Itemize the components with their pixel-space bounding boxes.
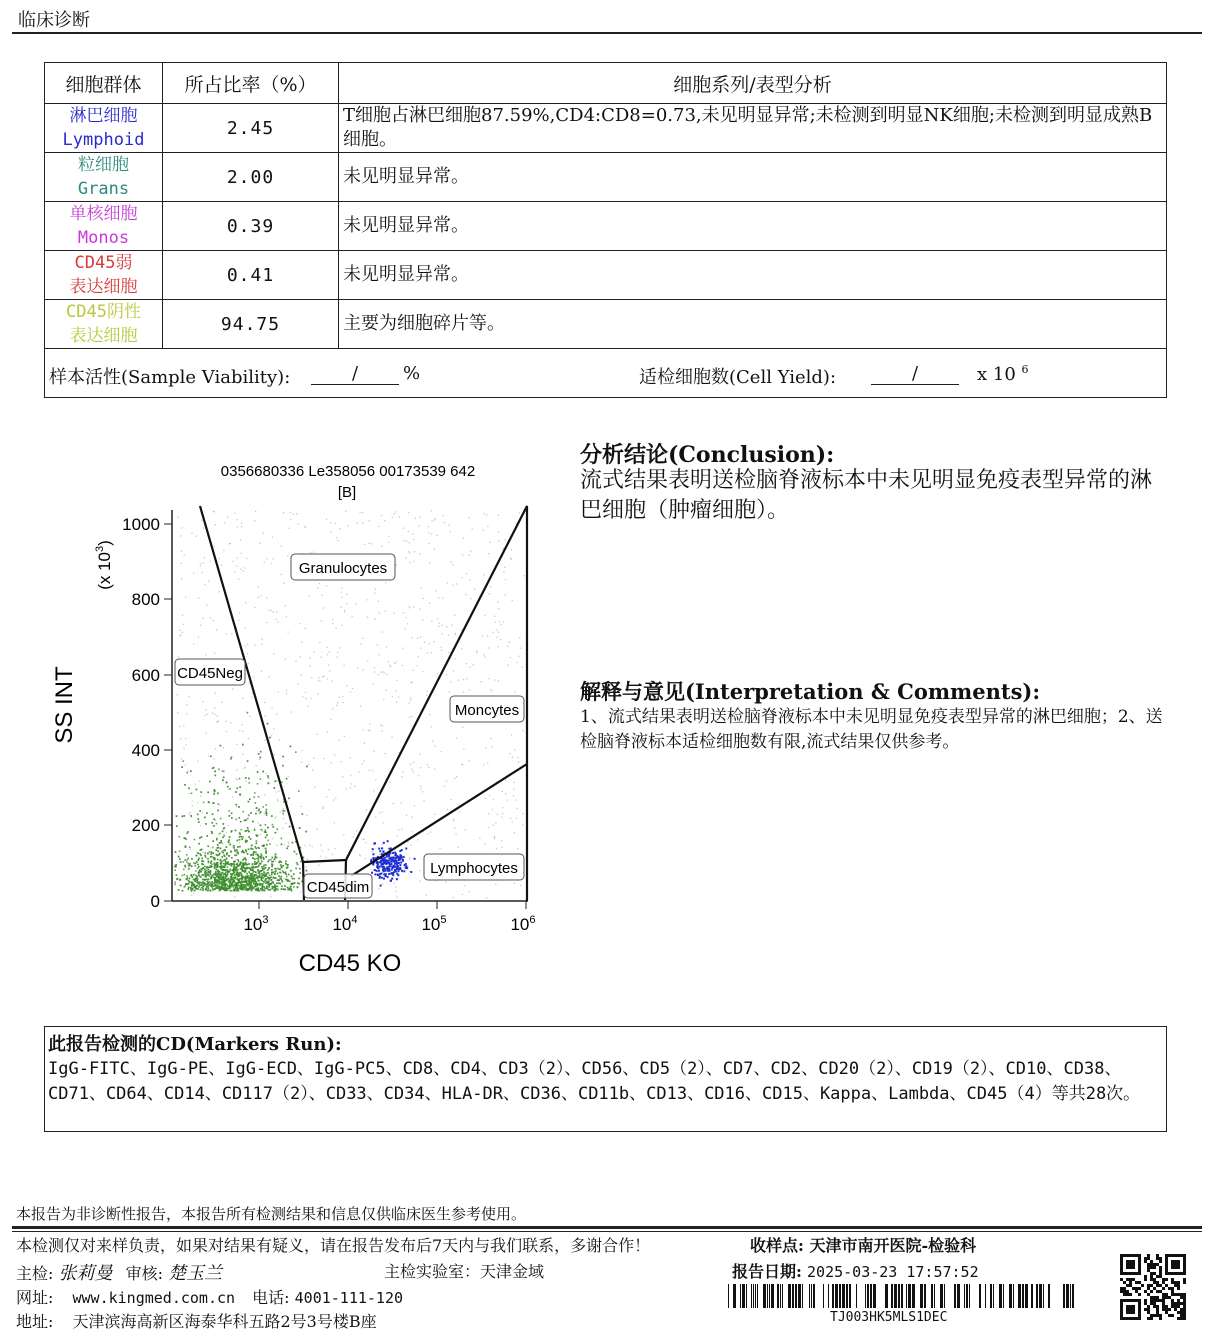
percentage-value: 94.75 (163, 300, 339, 349)
footer-disclaimer: 本检测仅对来样负责，如果对结果有疑义，请在报告发布后7天内与我们联系，多谢合作！ (16, 1236, 651, 1255)
viability-unit: % (403, 363, 421, 384)
population-name-cn: 淋巴细胞 (69, 106, 138, 126)
plot-title-line1: 0356680336 Le358056 00173539 642 (220, 463, 476, 480)
viability-value: / (311, 363, 399, 385)
interpretation-title: 解释与意见(Interpretation & Comments): (580, 679, 1041, 704)
markers-title: 此报告检测的CD(Markers Run): (48, 1034, 342, 1055)
population-name-en: Grans (77, 179, 130, 199)
population-cell (45, 251, 163, 300)
qr-code-icon (1120, 1254, 1186, 1320)
percentage-value: 2.45 (163, 104, 339, 153)
footer-divider-thin (12, 1231, 1202, 1232)
viability-row (45, 349, 1167, 398)
plot-title-line2: [B] (337, 484, 357, 501)
barcode-icon (728, 1284, 1076, 1308)
y-axis-label: SS INT (51, 666, 78, 744)
table-row (45, 153, 1167, 202)
phenotype-description: T细胞占淋巴细胞87.59%,CD4:CD8=0.73,未见明显异常;未检测到明显NK细胞;未检测到明显成熟B细胞。 (339, 104, 1167, 153)
population-name-en: 表达细胞 (69, 326, 138, 346)
inspector-label: 主检: (16, 1264, 54, 1283)
table-row (45, 300, 1167, 349)
cd45neg-gate-label: CD45Neg (177, 665, 243, 682)
cd45dim-gate-label: CD45dim (306, 879, 370, 896)
x-tick-label: $10^3$ (243, 914, 269, 934)
address-text: 天津滨海高新区海泰华科五路2号3号楼B座 (72, 1312, 377, 1331)
population-cell (45, 300, 163, 349)
footer-signatures (16, 1259, 222, 1285)
population-name-en: 表达细胞 (69, 277, 138, 297)
conclusion-text: 流式结果表明送检脑脊液标本中未见明显免疫表型异常的淋巴细胞（肿瘤细胞）。 (580, 468, 1153, 523)
cell-yield-unit: x 10 $^6$ (977, 363, 1029, 385)
y-tick-label: 800 (131, 590, 160, 609)
population-cell (45, 202, 163, 251)
population-name-cn: 单核细胞 (69, 204, 138, 224)
reviewer-label: 审核: (125, 1264, 163, 1283)
percentage-value: 0.39 (163, 202, 339, 251)
collection-label: 收样点: (750, 1236, 804, 1255)
x-tick-label: $10^4$ (332, 914, 358, 934)
report-date-label: 报告日期: (732, 1262, 802, 1281)
lab-name: 主检实验室：天津金域 (384, 1262, 545, 1281)
table-row (45, 251, 1167, 300)
population-name-cn: CD45弱 (74, 253, 133, 273)
report-date-value: 2025-03-23 17:57:52 (807, 1263, 979, 1281)
footer-note: 本报告为非诊断性报告，本报告所有检测结果和信息仅供临床医生参考使用。 (16, 1205, 527, 1223)
cell-yield-value: / (871, 363, 959, 385)
cell-population-table (44, 62, 1167, 398)
col-header-population: 细胞群体 (45, 63, 163, 104)
population-cell (45, 153, 163, 202)
y-ticks (122, 515, 172, 911)
collection-point (750, 1233, 976, 1256)
inspector-signature: 张莉曼 (58, 1263, 113, 1284)
percentage-value: 0.41 (163, 251, 339, 300)
flow-cytometry-plot (40, 448, 560, 988)
phenotype-description: 主要为细胞碎片等。 (339, 300, 1167, 349)
y-tick-label: 600 (131, 666, 160, 685)
cell-yield-label: 适检细胞数(Cell Yield): (639, 367, 837, 388)
phenotype-description: 未见明显异常。 (339, 202, 1167, 251)
reviewer-signature: 楚玉兰 (168, 1263, 223, 1284)
moncytes-gate-label: Moncytes (454, 702, 520, 719)
x-tick-label: $10^6$ (510, 914, 536, 934)
population-cell (45, 104, 163, 153)
population-name-cn: 粒细胞 (78, 155, 129, 175)
markers-list: IgG-FITC、IgG-PE、IgG-ECD、IgG-PC5、CD8、CD4、CD3（2）、CD56、CD5（2）、CD7、CD2、CD20（2）、CD19（2）、CD10、CD38、CD71、CD64、CD14、CD117（2）、CD33、CD34、HLA-DR、CD36、CD11b、CD13、CD16、CD15、Kappa、Lambda、CD45（4）等共28次。 (48, 1059, 1141, 1104)
y-tick-label: 0 (150, 892, 160, 911)
report-date (732, 1259, 979, 1282)
header-divider (12, 32, 1202, 34)
conclusion-title: 分析结论(Conclusion): (580, 442, 835, 468)
percentage-value: 2.00 (163, 153, 339, 202)
y-tick-label: 400 (131, 741, 160, 760)
col-header-analysis: 细胞系列/表型分析 (339, 63, 1167, 104)
table-row (45, 104, 1167, 153)
gate-labels (175, 554, 524, 898)
population-name-en: Lymphoid (62, 130, 145, 150)
y-tick-label: 200 (131, 816, 160, 835)
lymphocytes-gate-label: Lymphocytes (430, 860, 518, 877)
collection-value: 天津市南开医院-检验科 (809, 1236, 977, 1255)
phenotype-description: 未见明显异常。 (339, 251, 1167, 300)
population-name-en: Monos (77, 228, 130, 248)
cd45neg-gate-line (200, 506, 304, 900)
phenotype-description: 未见明显异常。 (339, 153, 1167, 202)
col-header-percentage: 所占比率（%） (163, 63, 339, 104)
table-row (45, 202, 1167, 251)
barcode-text: TJ003HK5MLS1DEC (830, 1310, 948, 1325)
y-axis-unit: (x $10^3$) (94, 540, 114, 590)
website-link[interactable]: www.kingmed.com.cn (72, 1289, 236, 1307)
clinical-diagnosis-label: 临床诊断 (18, 10, 90, 31)
y-tick-label: 1000 (122, 515, 160, 534)
interpretation-text: 1、流式结果表明送检脑脊液标本中未见明显免疫表型异常的淋巴细胞；2、送检脑脊液标本适检细胞数有限,流式结果仅供参考。 (580, 707, 1163, 752)
footer-address (16, 1309, 377, 1332)
website-label: 网址: (16, 1288, 54, 1307)
footer-contact (16, 1285, 403, 1308)
table-header-row (45, 63, 1167, 104)
granulocytes-gate-label: Granulocytes (298, 560, 388, 577)
viability-label: 样本活性(Sample Viability): (49, 367, 291, 388)
address-label: 地址: (16, 1312, 54, 1331)
footer-divider (12, 1226, 1202, 1229)
x-ticks (243, 901, 535, 934)
x-axis-label: CD45 KO (298, 950, 402, 977)
x-tick-label: $10^5$ (421, 914, 447, 934)
phone-number: 4001-111-120 (294, 1289, 404, 1307)
phone-label: 电话: (252, 1288, 290, 1307)
population-name-cn: CD45阴性 (66, 302, 141, 322)
